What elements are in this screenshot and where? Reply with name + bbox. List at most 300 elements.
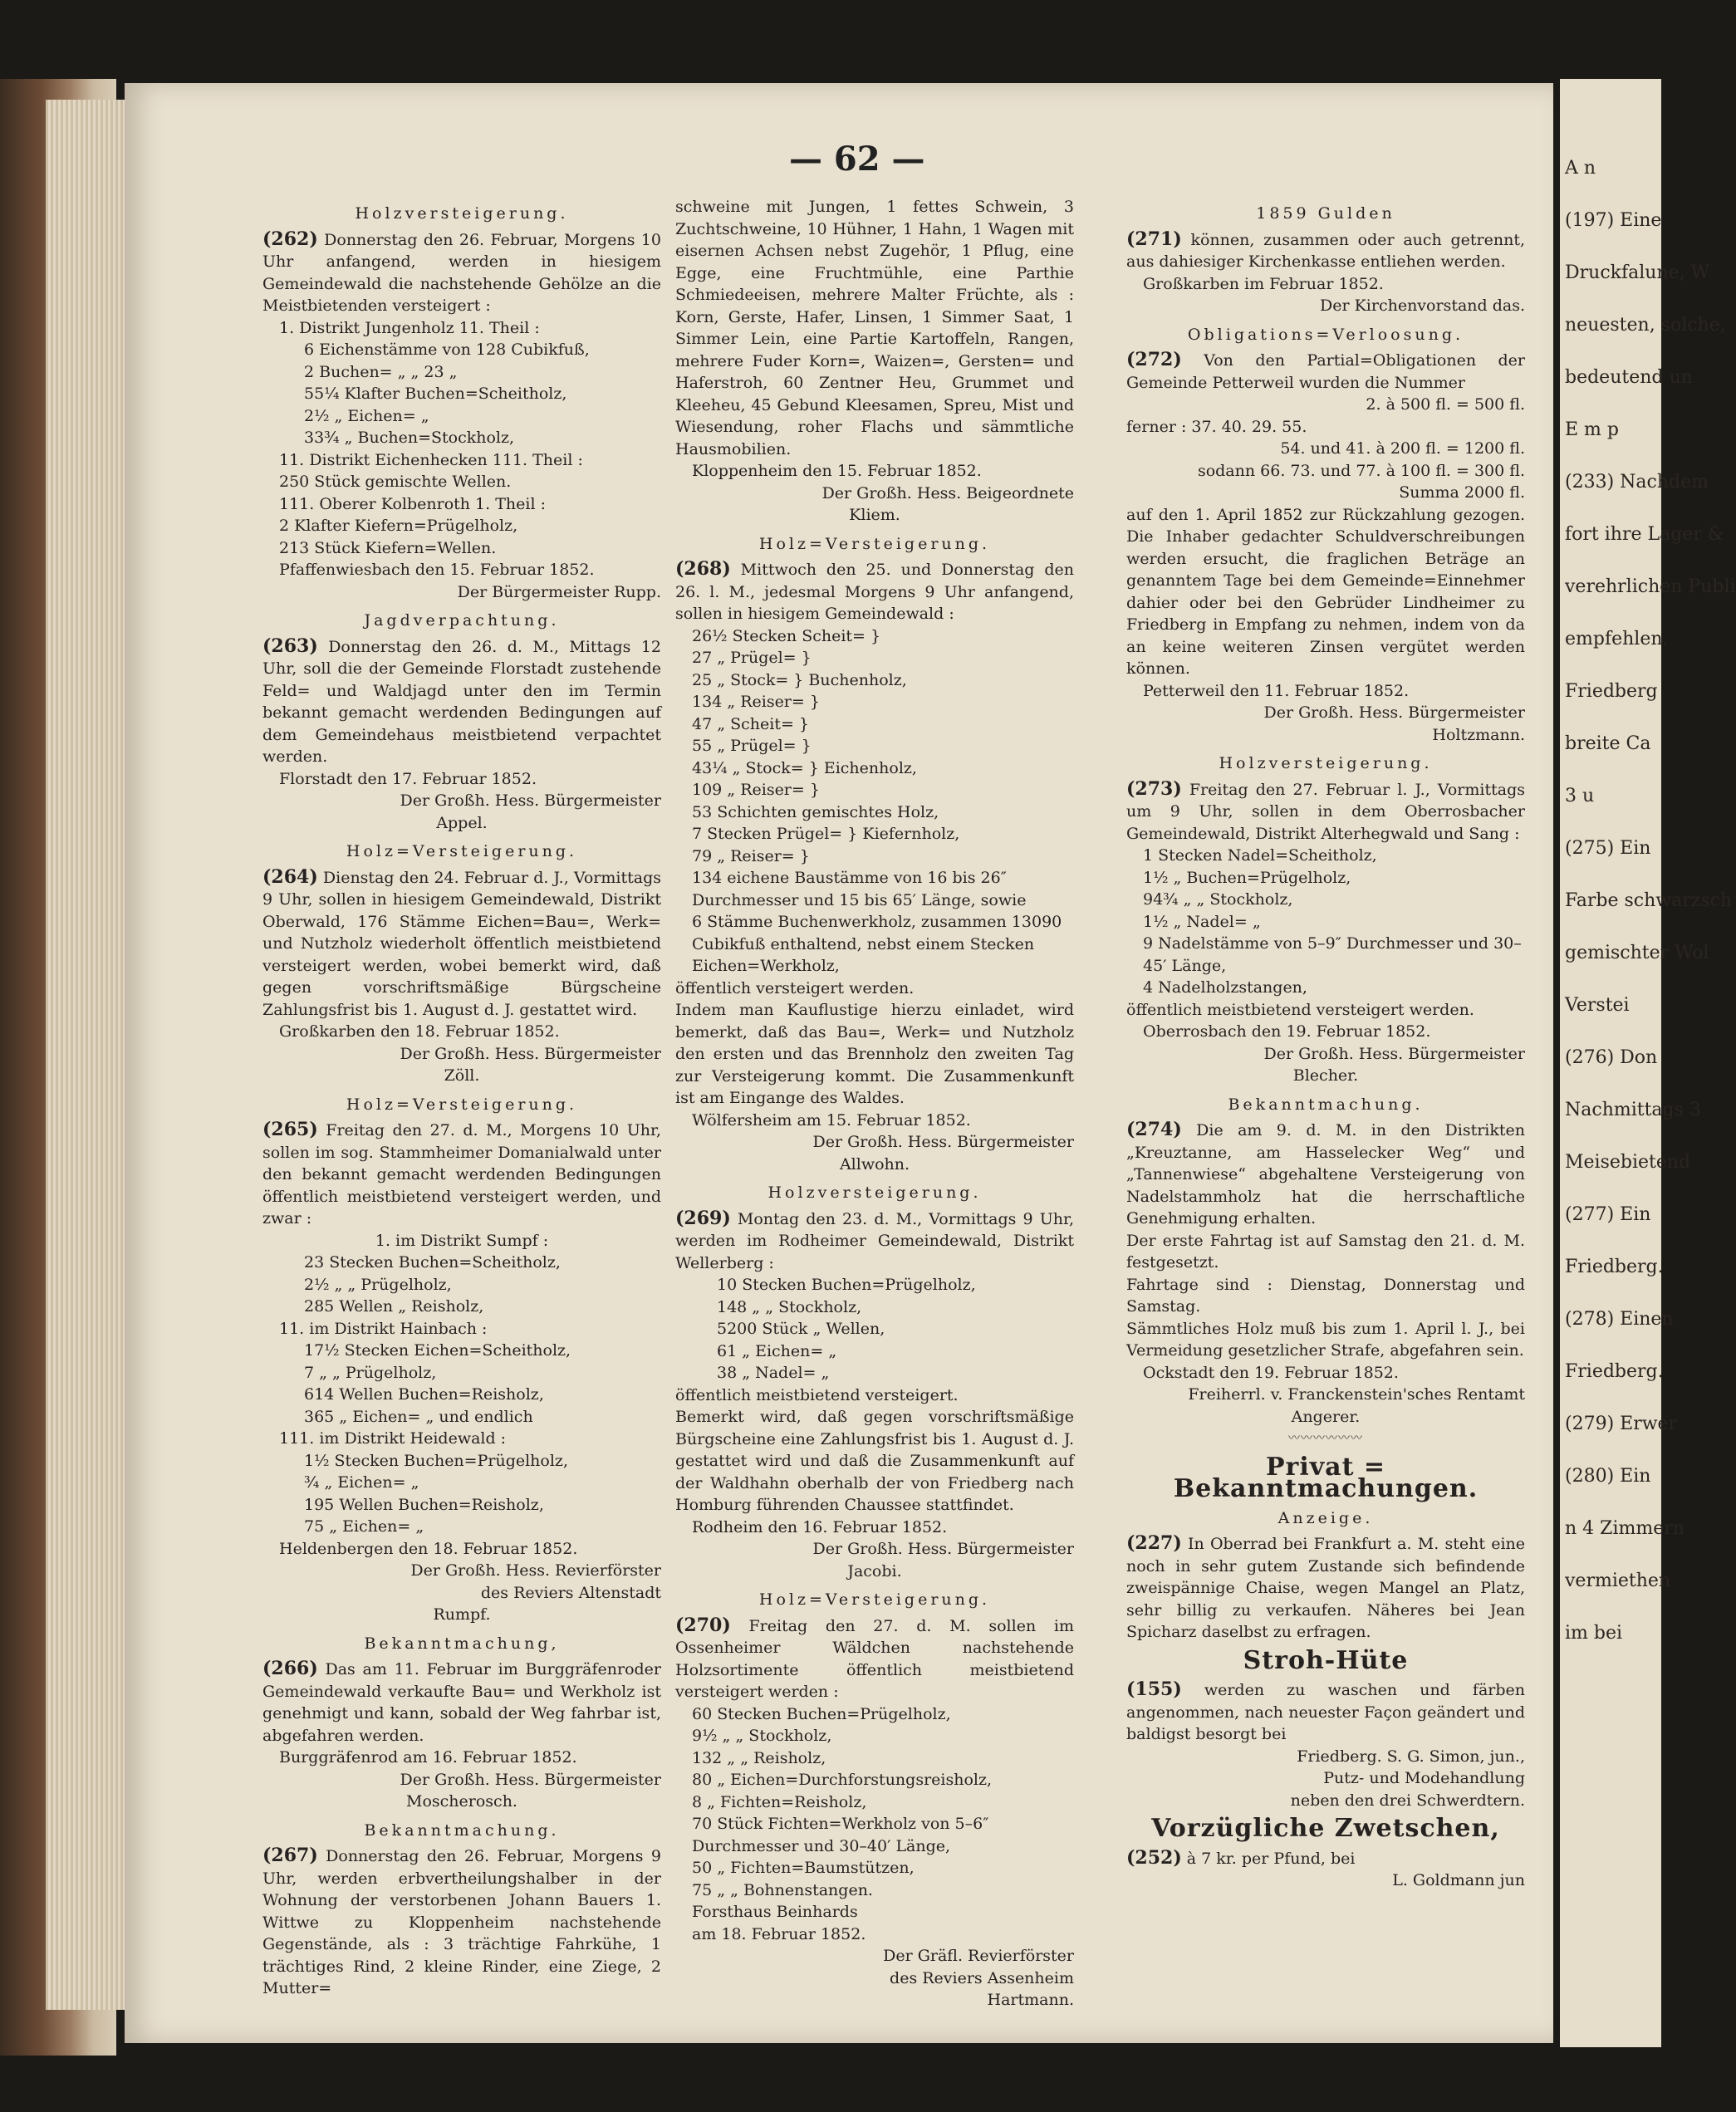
text: 10 Stecken Buchen=Prügelholz, — [717, 1276, 976, 1294]
fragment-line: Nachmittags 3 — [1565, 1100, 1701, 1120]
listing-line — [675, 1791, 1074, 1814]
listing-line — [262, 361, 661, 384]
text: Bekanntmachung, — [364, 1634, 560, 1653]
text: Florstadt den 17. Februar 1852. — [279, 769, 537, 788]
text: 1. Distrikt Jungenholz 11. Theil : — [279, 318, 540, 337]
text: des Reviers Assenheim — [890, 1968, 1074, 1987]
signature-line — [675, 1989, 1074, 2012]
signature-name — [262, 1604, 661, 1626]
text: Blecher. — [1292, 1066, 1359, 1085]
listing-line — [675, 1747, 1074, 1770]
fragment-line: bedeutend un — [1565, 367, 1693, 388]
text: Fahrtage sind : Dienstag, Donnerstag und Samstag. — [1126, 1275, 1525, 1316]
text: 132 „ „ Reisholz, — [692, 1748, 826, 1767]
text: Der Großh. Hess. Bürgermeister — [1263, 1044, 1525, 1063]
paragraph — [675, 1384, 1074, 1407]
section-heading — [262, 203, 661, 225]
fragment-line: A n — [1565, 158, 1596, 179]
text: 53 Schichten gemischtes Holz, — [692, 802, 939, 821]
fragment-line: Friedberg. — [1565, 1257, 1664, 1277]
signature-line — [1126, 1869, 1525, 1892]
listing-line — [1126, 889, 1525, 911]
text: 9½ „ „ Stockholz, — [692, 1727, 832, 1745]
paragraph — [1126, 1532, 1525, 1644]
paragraph — [262, 228, 661, 317]
section-heading — [1126, 324, 1525, 346]
text: 38 „ Nadel= „ — [717, 1364, 830, 1382]
text: Jacobi. — [847, 1561, 902, 1580]
text: 1½ „ Buchen=Prügelholz, — [1143, 868, 1351, 887]
fragment-line: 3 u — [1565, 786, 1595, 806]
text: Großkarben den 18. Februar 1852. — [279, 1022, 560, 1041]
listing-line — [675, 779, 1074, 801]
signature-line — [1126, 1790, 1525, 1812]
paragraph — [262, 866, 661, 1022]
text: 1 Stecken Nadel=Scheitholz, — [1143, 846, 1377, 865]
paragraph — [262, 1119, 661, 1230]
fragment-line: breite Ca — [1565, 733, 1651, 754]
listing-line — [675, 1318, 1074, 1340]
text: werden zu waschen und färben angenommen, nach neuester Façon geändert und baldigst besorgt bei — [1126, 1681, 1526, 1743]
text: Donnerstag den 26. Februar, Morgens 9 Uhr, werden erbvertheilungshalber in der Wohnung der verstorbenen Johann Bauers 1. Wittwe zu Kloppenheim nachstehende Gegenstände, als : 3 trächtige Fahrkühe, 1 trächtiges Rind, 2 kleine Rinder, eine Ziege, 2 Mutter= — [262, 1847, 661, 1997]
section-heading — [675, 533, 1074, 556]
signature-line — [1126, 1746, 1525, 1768]
paragraph — [675, 1615, 1074, 1703]
listing-line — [675, 1340, 1074, 1363]
text: 111. Oberer Kolbenroth 1. Theil : — [279, 494, 546, 513]
signature-line — [262, 1582, 661, 1605]
next-page-fragment — [1560, 79, 1736, 2047]
text: Freitag den 27. Februar l. J., Vormittags um 9 Uhr, sollen in dem Oberrosbacher Gemeindewald, Distrikt Alterhegwald und Sang : — [1126, 780, 1525, 843]
listing-line — [262, 1428, 661, 1450]
listing-line — [262, 1021, 661, 1043]
text: Der Bürgermeister Rupp. — [457, 582, 661, 601]
text: 6 Stämme Buchenwerkholz, zusammen 13090 Cubikfuß enthaltend, nebst einem Stecken Eichen=Werkholz, — [692, 913, 1062, 975]
text: öffentlich meistbietend versteigert. — [675, 1385, 959, 1404]
text: ferner : 37. 40. 29. 55. — [1126, 417, 1307, 436]
text: 47 „ Scheit= } — [692, 714, 809, 733]
text: Anzeige. — [1277, 1508, 1374, 1527]
text: Der Großh. Hess. Bürgermeister — [400, 1044, 661, 1063]
section-heading — [675, 1589, 1074, 1611]
notice-number: (273) — [1126, 777, 1182, 800]
text: Forsthaus Beinhards — [692, 1903, 858, 1921]
text: 2 Buchen= „ „ 23 „ — [304, 362, 458, 381]
fragment-line: vermiethen — [1565, 1571, 1671, 1591]
paragraph — [675, 999, 1074, 1110]
text: Vorzügliche Zwetschen, — [1151, 1814, 1500, 1843]
listing-line — [675, 735, 1074, 757]
signature-name — [1126, 1406, 1525, 1428]
text: 250 Stück gemischte Wellen. — [279, 473, 512, 491]
paragraph — [1126, 504, 1525, 680]
text: Dienstag den 24. Februar d. J., Vormittags 9 Uhr, sollen in hiesigem Gemeindewald, Distrikt Oberwald, 176 Stämme Eichen=Bau=, Werk= und Nutzholz wiederholt öffentlich meistbietend versteigert werden, wobei bemerkt wird, daß gegen vorschriftsmäßige Bürgscheine Zahlungsfrist bis 1. August d. J. gestattet wird. — [262, 868, 661, 1019]
listing-line — [1126, 933, 1525, 977]
text: 50 „ Fichten=Baumstützen, — [692, 1859, 915, 1877]
paragraph — [1126, 1847, 1525, 1870]
paragraph — [675, 978, 1074, 1000]
text: Summa 2000 fl. — [1399, 483, 1525, 502]
signature-line — [675, 1967, 1074, 1990]
notice-number: (155) — [1126, 1678, 1182, 1700]
text: 109 „ Reiser= } — [692, 781, 820, 799]
listing-line — [262, 768, 661, 791]
signature-name — [262, 1230, 661, 1252]
text: Bekanntmachung. — [1228, 1095, 1424, 1114]
listing-line — [1126, 911, 1525, 933]
text: 60 Stecken Buchen=Prügelholz, — [692, 1704, 951, 1723]
text: 61 „ Eichen= „ — [717, 1341, 837, 1360]
text: Sämmtliches Holz muß bis zum 1. April l. J., bei Vermeidung gesetzlicher Strafe, abgefahren sein. — [1126, 1319, 1525, 1360]
signature-line — [1126, 1384, 1525, 1406]
text: 285 Wellen „ Reisholz, — [304, 1297, 484, 1316]
paragraph — [675, 1406, 1074, 1517]
text: 1859 Gulden — [1256, 204, 1395, 223]
text: Von den Partial=Obligationen der Gemeinde Petterweil wurden die Nummer — [1126, 351, 1525, 392]
listing-line — [1126, 273, 1525, 296]
listing-line — [262, 515, 661, 537]
paragraph — [1126, 1119, 1525, 1230]
text: Großkarben im Februar 1852. — [1143, 274, 1384, 293]
column-1 — [262, 196, 661, 2000]
section-heading — [262, 1094, 661, 1116]
text: 9 Nadelstämme von 5–9″ Durchmesser und 30–45′ Länge, — [1143, 934, 1522, 975]
text: Privat = Bekanntmachungen. — [1173, 1452, 1479, 1503]
signature-name — [1126, 1065, 1525, 1087]
listing-line — [675, 1857, 1074, 1879]
paragraph — [262, 635, 661, 768]
ornament-divider — [1126, 1428, 1525, 1450]
section-heading — [1126, 1094, 1525, 1116]
text: 2. à 500 fl. = 500 fl. — [1366, 395, 1525, 414]
signature-line — [675, 1538, 1074, 1561]
text: 75 „ „ Bohnenstangen. — [692, 1880, 873, 1899]
text: Der Großh. Hess. Bürgermeister — [400, 1770, 661, 1789]
listing-line — [675, 823, 1074, 845]
listing-line — [675, 1274, 1074, 1296]
text: Der Großh. Hess. Bürgermeister — [1263, 703, 1525, 722]
text: Wölfersheim am 15. Februar 1852. — [692, 1110, 971, 1130]
notice-number: (269) — [675, 1207, 731, 1229]
fragment-line: fort ihre Lager & — [1565, 524, 1724, 545]
text: Das am 11. Februar im Burggräfenroder Gemeindewald verkaufte Bau= und Werkholz ist genehmigt und kann, sobald der Weg fahrbar ist, abgefahren werden. — [262, 1660, 661, 1745]
paragraph — [1126, 999, 1525, 1022]
fragment-line: empfehlen. — [1565, 629, 1669, 649]
listing-line — [262, 1472, 661, 1494]
paragraph — [1126, 416, 1525, 439]
text: 2½ „ „ Prügelholz, — [304, 1275, 452, 1294]
notice-number: (262) — [262, 228, 318, 250]
text: 4 Nadelholzstangen, — [1143, 978, 1307, 997]
text: Zöll. — [444, 1066, 480, 1085]
listing-line — [262, 1494, 661, 1517]
notice-number: (266) — [262, 1658, 318, 1679]
paragraph — [1126, 1230, 1525, 1274]
text: Stroh-Hüte — [1243, 1645, 1409, 1675]
listing-line — [675, 1725, 1074, 1747]
listing-line — [1126, 977, 1525, 999]
notice-number: (271) — [1126, 228, 1182, 250]
text: Der Großh. Hess. Bürgermeister — [812, 1133, 1074, 1151]
notice-number: (263) — [262, 635, 318, 657]
section-heading — [262, 840, 661, 863]
signature-name — [262, 1791, 661, 1813]
text: Mittwoch den 25. und Donnerstag den 26. l. M., jedesmal Morgens 9 Uhr anfangend, sollen in hiesigem Gemeindewald : — [675, 561, 1074, 623]
signature-name — [262, 1065, 661, 1087]
fragment-line: Verstei — [1565, 995, 1630, 1016]
text: Der erste Fahrtag ist auf Samstag den 21. d. M. festgesetzt. — [1126, 1231, 1525, 1272]
section-title — [1126, 1814, 1525, 1843]
listing-line — [262, 1450, 661, 1473]
notice-number: (270) — [675, 1614, 731, 1636]
signature-line — [262, 1769, 661, 1791]
text: Angerer. — [1291, 1407, 1361, 1426]
column-2 — [675, 196, 1074, 2012]
text: L. Goldmann jun — [1392, 1871, 1525, 1889]
listing-line — [262, 1318, 661, 1340]
paragraph — [262, 1845, 661, 2000]
listing-line — [262, 317, 661, 340]
listing-line — [675, 1901, 1074, 1923]
text: Holz=Versteigerung. — [346, 1095, 578, 1114]
text: 43¼ „ Stock= } Eichenholz, — [692, 758, 917, 777]
text: 75 „ Eichen= „ — [304, 1517, 424, 1536]
text: Montag den 23. d. M., Vormittags 9 Uhr, werden im Rodheimer Gemeindewald, Distrikt Wellerberg : — [675, 1209, 1074, 1272]
listing-line — [1126, 680, 1525, 703]
listing-line — [1126, 867, 1525, 889]
text: 25 „ Stock= } Buchenholz, — [692, 670, 907, 689]
listing-line — [675, 801, 1074, 824]
signature-name — [675, 1154, 1074, 1176]
text: 1. im Distrikt Sumpf : — [375, 1231, 549, 1250]
text: 2 Klafter Kiefern=Prügelholz, — [279, 517, 518, 535]
text: Kliem. — [849, 506, 900, 524]
fragment-line: Druckfalune, W — [1565, 262, 1710, 283]
text: Holz=Versteigerung. — [758, 1590, 991, 1609]
text: Holz=Versteigerung. — [758, 534, 991, 553]
listing-line — [675, 647, 1074, 669]
text: In Oberrad bei Frankfurt a. M. steht eine noch in sehr gutem Zustande sich befindende zweispännige Chaise, wegen Mangel an Platz, sehr billig zu verkaufen. Näheres bei Jean Spicharz daselbst zu erfragen. — [1126, 1535, 1526, 1641]
listing-line — [675, 845, 1074, 868]
text: des Reviers Altenstadt — [480, 1583, 661, 1602]
fragment-line: (280) Ein — [1565, 1466, 1651, 1487]
signature-line — [1126, 1767, 1525, 1790]
listing-line — [262, 1252, 661, 1274]
fragment-line: Meisebietend — [1565, 1152, 1691, 1173]
text: 79 „ Reiser= } — [692, 846, 810, 865]
text: 〰〰〰〰〰〰 — [1288, 1432, 1363, 1445]
listing-line — [675, 911, 1074, 978]
listing-line — [675, 1296, 1074, 1319]
fragment-line: (275) Ein — [1565, 838, 1651, 859]
notice-number: (227) — [1126, 1532, 1182, 1554]
text: Petterweil den 11. Februar 1852. — [1143, 681, 1410, 700]
text: 7 „ „ Prügelholz, — [304, 1363, 437, 1382]
text: 111. im Distrikt Heidewald : — [279, 1429, 507, 1448]
paragraph — [1126, 228, 1525, 273]
fragment-line: (276) Don — [1565, 1047, 1658, 1068]
fragment-line: (279) Erwer — [1565, 1414, 1678, 1434]
text: 11. im Distrikt Hainbach : — [279, 1319, 488, 1338]
text: Der Gräfl. Revierförster — [883, 1947, 1074, 1965]
text: Freiherrl. v. Franckenstein'sches Rentamt — [1188, 1385, 1525, 1404]
section-title — [1126, 1645, 1525, 1675]
fragment-line: im bei — [1565, 1623, 1623, 1644]
fragment-line: (278) Einen — [1565, 1309, 1674, 1330]
listing-line — [262, 471, 661, 493]
text: Ockstadt den 19. Februar 1852. — [1143, 1363, 1399, 1382]
text: 8 „ Fichten=Reisholz, — [692, 1792, 867, 1811]
listing-line — [262, 1296, 661, 1318]
text: 213 Stück Kiefern=Wellen. — [279, 538, 497, 557]
section-heading — [1126, 203, 1525, 225]
listing-line — [1126, 1021, 1525, 1043]
fragment-line: (277) Ein — [1565, 1204, 1651, 1225]
fragment-line: gemischter Wol — [1565, 943, 1709, 963]
text: 1½ „ Nadel= „ — [1143, 912, 1261, 931]
listing-line — [675, 669, 1074, 692]
page-edges — [46, 100, 137, 2010]
listing-line — [1126, 845, 1525, 867]
text: Pfaffenwiesbach den 15. Februar 1852. — [279, 561, 595, 579]
text: sodann 66. 73. und 77. à 100 fl. = 300 fl. — [1197, 461, 1525, 480]
text: 7 Stecken Prügel= } Kiefernholz, — [692, 825, 960, 843]
text: am 18. Februar 1852. — [692, 1924, 866, 1943]
listing-line — [262, 405, 661, 428]
text: Hartmann. — [987, 1991, 1074, 2009]
text: 27 „ Prügel= } — [692, 649, 812, 667]
text: Kloppenheim den 15. Februar 1852. — [692, 462, 982, 480]
text: neben den drei Schwerdtern. — [1290, 1791, 1525, 1810]
paragraph — [1126, 1318, 1525, 1362]
signature-line — [1126, 460, 1525, 483]
listing-line — [1126, 1362, 1525, 1384]
text: 55¼ Klafter Buchen=Scheitholz, — [304, 385, 567, 403]
section-heading — [262, 610, 661, 632]
listing-line — [675, 1362, 1074, 1384]
text: Rumpf. — [433, 1605, 491, 1624]
section-heading — [1126, 1507, 1525, 1530]
listing-line — [262, 1516, 661, 1538]
text: 94¾ „ „ Stockholz, — [1143, 890, 1293, 909]
fragment-line: Farbe schwarzsch — [1565, 890, 1733, 911]
listing-line — [262, 1362, 661, 1384]
text: schweine mit Jungen, 1 fettes Schwein, 3 Zuchtschweine, 10 Hühner, 1 Hahn, 1 Wagen mit eisernen Achsen nebst Zugehör, 1 Pflug, eine Egge, eine Fruchtmühle, eine Parthie Schmiedeeisen, mehrere Malter Früchte, als : Korn, Gerste, Hafer, Linsen, 1 Simmer Saat, 1 Simmer Lein, eine Partie Kartoffeln, Rangen, mehrere Fuder Korn=, Waizen=, Gersten= und Haferstroh, 60 Zentner Heu, Grummet und Kleeheu, 45 Gebund Kleesamen, Spreu, Mist und Wiesendung, roher Flachs und sämmtliche Hausmobilien. — [675, 198, 1074, 458]
signature-line — [262, 1560, 661, 1582]
notice-number: (272) — [1126, 349, 1182, 370]
text: 614 Wellen Buchen=Reisholz, — [304, 1385, 544, 1404]
text: Burggräfenrod am 16. Februar 1852. — [279, 1748, 577, 1767]
listing-line — [262, 1747, 661, 1769]
text: 55 „ Prügel= } — [692, 737, 812, 755]
signature-line — [262, 790, 661, 812]
text: 11. Distrikt Eichenhecken 111. Theil : — [279, 450, 583, 469]
signature-line — [1126, 438, 1525, 460]
text: Allwohn. — [839, 1154, 910, 1174]
signature-line — [1126, 724, 1525, 747]
paragraph — [1126, 778, 1525, 845]
page-number: — 62 — — [789, 140, 925, 179]
notice-number: (264) — [262, 865, 318, 888]
section-heading — [262, 1820, 661, 1842]
listing-line — [262, 1340, 661, 1362]
text: Donnerstag den 26. Februar, Morgens 10 Uhr anfangend, werden in hiesigem Gemeindewald die nachstehende Gehölze an die Meistbietenden versteigert : — [262, 230, 662, 315]
listing-line — [675, 1517, 1074, 1539]
paragraph — [675, 558, 1074, 625]
listing-line — [675, 1769, 1074, 1791]
text: 17½ Stecken Eichen=Scheitholz, — [304, 1341, 571, 1360]
signature-line — [1126, 702, 1525, 724]
text: Freitag den 27. d. M., Morgens 10 Uhr, sollen im sog. Stammheimer Domanialwald unter den bekannt gemacht werdenden Bedingungen öffentlich meistbietend versteigert werden, und zwar : — [262, 1121, 661, 1228]
text: Der Großh. Hess. Beigeordnete — [821, 483, 1074, 502]
text: auf den 1. April 1852 zur Rückzahlung gezogen. Die Inhaber gedachter Schuldverschreibungen werden ersucht, die fraglichen Beträge an genanntem Tage bei dem Gemeinde=Einnehmer dahier oder bei den Gebrüder Lindheimer zu Friedberg in Empfang zu nehmen, indem von da an keine weiteren Zinsen vergütet werden können. — [1126, 505, 1525, 678]
text: Donnerstag den 26. d. M., Mittags 12 Uhr, soll die der Gemeinde Florstadt zustehende Feld= und Waldjagd unter den im Termin bekannt gemacht werdenden Bedingungen auf dem Gemeindehaus meistbietend verpachtet werden. — [262, 637, 662, 766]
text: Indem man Kauflustige hierzu einladet, wird bemerkt, daß das Bau=, Werk= und Nutzholz den ersten und das Brennholz den zweiten Tag zur Versteigerung kommt. Die Zusammenkunft ist am Eingange des Waldes. — [675, 1001, 1074, 1107]
listing-line — [675, 867, 1074, 911]
text: 195 Wellen Buchen=Reisholz, — [304, 1495, 544, 1514]
paragraph — [675, 1208, 1074, 1275]
listing-line — [262, 1274, 661, 1296]
section-heading — [1126, 752, 1525, 775]
listing-line — [262, 537, 661, 560]
notice-number: (268) — [675, 558, 731, 580]
paragraph — [1126, 1274, 1525, 1318]
signature-line — [1126, 482, 1525, 504]
listing-line — [675, 1923, 1074, 1946]
listing-line — [675, 1703, 1074, 1726]
text: öffentlich versteigert werden. — [675, 978, 915, 997]
text: Oberrosbach den 19. Februar 1852. — [1143, 1022, 1431, 1041]
listing-line — [262, 493, 661, 516]
fragment-line: verehrlichen Publi — [1565, 576, 1736, 597]
text: Rodheim den 16. Februar 1852. — [692, 1517, 948, 1536]
text: Moscherosch. — [406, 1792, 517, 1811]
listing-line — [675, 625, 1074, 648]
listing-line — [675, 1110, 1074, 1132]
fragment-line: neuesten, solche, — [1565, 315, 1726, 336]
fragment-line: E m p — [1565, 419, 1619, 440]
notice-number: (274) — [1126, 1119, 1182, 1140]
listing-line — [262, 449, 661, 472]
column-3 — [1126, 196, 1525, 1892]
text: à 7 kr. per Pfund, bei — [1186, 1849, 1356, 1868]
fragment-line: (233) Nachdem — [1565, 472, 1709, 492]
listing-line — [675, 1879, 1074, 1902]
listing-line — [262, 1406, 661, 1428]
text: Der Kirchenvorstand das. — [1320, 296, 1525, 315]
text: Der Großh. Hess. Revierförster — [410, 1561, 661, 1580]
listing-line — [262, 1538, 661, 1561]
text: Die am 9. d. M. in den Distrikten „Kreuztanne, am Hasselecker Weg“ und „Tannenwiese“ abgehaltene Versteigerung von Nadelstammholz hat die herrschaftliche Genehmigung erhalten. — [1126, 1121, 1525, 1228]
signature-line — [262, 581, 661, 604]
listing-line — [675, 460, 1074, 483]
paragraph — [1126, 1678, 1525, 1746]
text: 70 Stück Fichten=Werkholz von 5–6″ Durchmesser und 30–40′ Länge, — [692, 1815, 989, 1855]
section-heading — [675, 1182, 1074, 1204]
text: öffentlich meistbietend versteigert werden. — [1126, 1000, 1474, 1019]
section-title — [1126, 1452, 1525, 1503]
text: Holz=Versteigerung. — [346, 842, 578, 860]
listing-line — [262, 1384, 661, 1406]
listing-line — [675, 691, 1074, 713]
text: Holzversteigerung. — [355, 204, 569, 223]
notice-number: (267) — [262, 1845, 318, 1866]
text: Holzversteigerung. — [767, 1183, 982, 1202]
text: Der Großh. Hess. Bürgermeister — [812, 1540, 1074, 1558]
signature-line — [262, 1043, 661, 1066]
text: ¾ „ Eichen= „ — [304, 1473, 419, 1492]
signature-name — [262, 812, 661, 835]
